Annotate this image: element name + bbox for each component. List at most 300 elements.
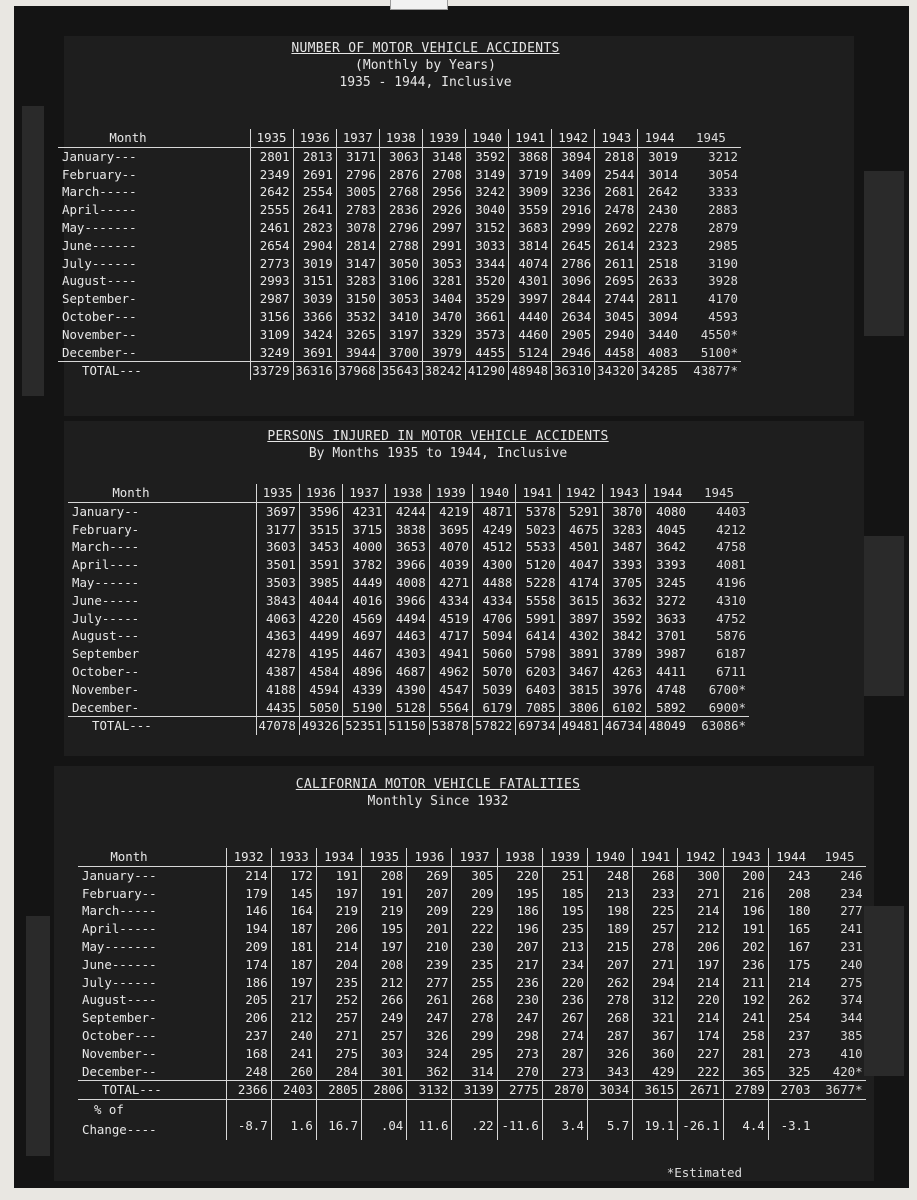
value-cell: 186 <box>497 902 542 920</box>
value-cell: 4195 <box>299 645 342 663</box>
value-cell: 5023 <box>516 521 559 539</box>
value-cell: 6403 <box>516 681 559 699</box>
value-cell: 257 <box>362 1027 407 1045</box>
table-row <box>68 592 749 610</box>
extra-value-cell: 3333 <box>708 184 738 200</box>
year-header: 1939 <box>429 484 472 502</box>
value-cell: 189 <box>588 920 633 938</box>
value-cell: 208 <box>768 885 813 903</box>
extra-value-cell: 2985 <box>708 237 738 253</box>
value-cell: 429 <box>633 1063 678 1081</box>
value-cell: 3242 <box>465 183 508 201</box>
extra-value-cell: 4752 <box>716 610 746 626</box>
value-cell: 187 <box>271 920 316 938</box>
value-cell: 360 <box>633 1045 678 1063</box>
spacer-cell <box>180 1063 226 1081</box>
table-subtitle: By Months 1935 to 1944, Inclusive <box>308 446 568 461</box>
value-cell: 5558 <box>516 592 559 610</box>
value-cell: 3050 <box>379 255 422 273</box>
spacer-cell <box>194 538 256 556</box>
table-row <box>68 556 749 574</box>
total-cell: 3034 <box>588 1081 633 1100</box>
spacer-cell <box>180 1081 226 1100</box>
value-cell: 229 <box>452 902 497 920</box>
value-cell: 248 <box>226 1063 271 1081</box>
value-cell: 284 <box>316 1063 361 1081</box>
value-cell: 269 <box>407 866 452 884</box>
table-row <box>78 1009 866 1027</box>
spacer-cell <box>194 521 256 539</box>
table-row <box>78 991 866 1009</box>
spacer-cell <box>194 663 256 681</box>
value-cell: 237 <box>226 1027 271 1045</box>
year-header: 1936 <box>293 129 336 147</box>
value-cell: 4494 <box>386 610 429 628</box>
value-cell: 2544 <box>595 166 638 184</box>
value-cell: 2788 <box>379 237 422 255</box>
month-label: October--- <box>62 308 137 324</box>
percent-change-cell: -26.1 <box>678 1100 723 1141</box>
paper-tab <box>864 171 904 336</box>
total-cell: 46734 <box>602 717 645 735</box>
month-label: May------- <box>82 938 157 954</box>
extra-value-cell: 246 <box>840 867 863 883</box>
value-cell: 273 <box>497 1045 542 1063</box>
value-cell: 2904 <box>293 237 336 255</box>
value-cell: 4070 <box>429 538 472 556</box>
value-cell: 145 <box>271 885 316 903</box>
value-cell: 278 <box>633 938 678 956</box>
value-cell: 3033 <box>465 237 508 255</box>
value-cell: 2461 <box>250 219 293 237</box>
percent-change-cell: 3.4 <box>542 1100 587 1141</box>
extra-value-cell: 241 <box>840 921 863 937</box>
value-cell: 236 <box>497 974 542 992</box>
value-cell: 2642 <box>250 183 293 201</box>
value-cell: 239 <box>407 956 452 974</box>
value-cell: 217 <box>497 956 542 974</box>
month-label: June----- <box>72 592 140 608</box>
value-cell: 301 <box>362 1063 407 1081</box>
value-cell: 3603 <box>256 538 299 556</box>
value-cell: 207 <box>497 938 542 956</box>
value-cell: 197 <box>678 956 723 974</box>
value-cell: 3019 <box>638 147 681 165</box>
spacer-cell <box>198 183 250 201</box>
value-cell: 181 <box>271 938 316 956</box>
total-cell: 36316 <box>293 362 336 380</box>
value-cell: 278 <box>452 1009 497 1027</box>
accidents-table <box>58 129 858 380</box>
month-label: March----- <box>62 184 137 200</box>
extra-total-cell: 3677* <box>813 1081 865 1100</box>
value-cell: 6203 <box>516 663 559 681</box>
value-cell: 2823 <box>293 219 336 237</box>
value-cell: 2430 <box>638 201 681 219</box>
value-cell: 213 <box>542 938 587 956</box>
value-cell: 2278 <box>638 219 681 237</box>
value-cell: 4962 <box>429 663 472 681</box>
value-cell: 174 <box>226 956 271 974</box>
spacer-cell <box>194 627 256 645</box>
value-cell: 4594 <box>299 681 342 699</box>
month-label: December-- <box>82 1063 157 1079</box>
value-cell: 3592 <box>602 610 645 628</box>
value-cell: 3966 <box>386 556 429 574</box>
value-cell: 4411 <box>646 663 689 681</box>
total-cell: 49326 <box>299 717 342 735</box>
value-cell: 186 <box>226 974 271 992</box>
value-cell: 3152 <box>465 219 508 237</box>
table-row <box>68 610 749 628</box>
value-cell: 214 <box>316 938 361 956</box>
value-cell: 4339 <box>343 681 386 699</box>
total-cell: 49481 <box>559 717 602 735</box>
value-cell: 2614 <box>595 237 638 255</box>
month-label: November-- <box>62 326 137 342</box>
spacer-cell <box>198 219 250 237</box>
value-cell: 5228 <box>516 574 559 592</box>
month-label: April----- <box>62 202 137 218</box>
month-label: November-- <box>82 1045 157 1061</box>
value-cell: 207 <box>407 885 452 903</box>
total-cell: 33729 <box>250 362 293 380</box>
value-cell: 2818 <box>595 147 638 165</box>
value-cell: 2695 <box>595 272 638 290</box>
value-cell: 3782 <box>343 556 386 574</box>
extra-value-cell: 4550* <box>700 326 738 342</box>
value-cell: 195 <box>362 920 407 938</box>
estimated-footnote: *Estimated <box>666 1165 742 1180</box>
value-cell: 3014 <box>638 166 681 184</box>
value-cell: 3843 <box>256 592 299 610</box>
year-header: 1936 <box>299 484 342 502</box>
table-subtitle: Monthly Since 1932 <box>367 794 509 809</box>
value-cell: 5291 <box>559 502 602 520</box>
value-cell: 312 <box>633 991 678 1009</box>
value-cell: 3150 <box>336 290 379 308</box>
value-cell: 3705 <box>602 574 645 592</box>
value-cell: 3078 <box>336 219 379 237</box>
extra-value-cell: 4310 <box>716 592 746 608</box>
year-header: 1932 <box>226 848 271 866</box>
month-column-header: Month <box>58 129 198 147</box>
value-cell: 3515 <box>299 521 342 539</box>
total-cell: 52351 <box>343 717 386 735</box>
extra-value-cell: 420* <box>832 1063 863 1079</box>
value-cell: 4455 <box>465 344 508 362</box>
fatalities-table <box>78 848 878 1140</box>
extra-value-cell: 6900* <box>708 699 746 715</box>
value-cell: 278 <box>588 991 633 1009</box>
total-label: TOTAL--- <box>58 362 198 380</box>
value-cell: 5120 <box>516 556 559 574</box>
extra-value-cell: 3212 <box>708 148 738 164</box>
total-label: TOTAL--- <box>68 717 194 735</box>
value-cell: 5798 <box>516 645 559 663</box>
value-cell: 219 <box>362 902 407 920</box>
value-cell: 220 <box>542 974 587 992</box>
table-row <box>68 627 749 645</box>
extra-value-cell: 374 <box>840 992 863 1008</box>
year-header: 1944 <box>646 484 689 502</box>
spacer-cell <box>194 717 256 735</box>
value-cell: 195 <box>542 902 587 920</box>
value-cell: 4300 <box>472 556 515 574</box>
total-cell: 35643 <box>379 362 422 380</box>
value-cell: 3470 <box>422 308 465 326</box>
value-cell: 287 <box>588 1027 633 1045</box>
value-cell: 2555 <box>250 201 293 219</box>
extra-value-cell: 6700* <box>708 681 746 697</box>
value-cell: 3151 <box>293 272 336 290</box>
extra-value-cell: 6711 <box>716 663 746 679</box>
extra-value-cell: 4170 <box>708 291 738 307</box>
extra-value-cell: 4196 <box>716 574 746 590</box>
year-header: 1941 <box>633 848 678 866</box>
value-cell: 2987 <box>250 290 293 308</box>
total-cell: 69734 <box>516 717 559 735</box>
value-cell: 5124 <box>509 344 552 362</box>
value-cell: 210 <box>407 938 452 956</box>
year-header: 1934 <box>316 848 361 866</box>
extra-value-cell: 5876 <box>716 628 746 644</box>
percent-change-cell: -11.6 <box>497 1100 542 1141</box>
value-cell: 2633 <box>638 272 681 290</box>
total-cell: 2789 <box>723 1081 768 1100</box>
value-cell: 3661 <box>465 308 508 326</box>
value-cell: 4748 <box>646 681 689 699</box>
value-cell: 4440 <box>509 308 552 326</box>
spacer-cell <box>194 592 256 610</box>
value-cell: 4301 <box>509 272 552 290</box>
value-cell: 234 <box>542 956 587 974</box>
value-cell: 2641 <box>293 201 336 219</box>
spacer-cell <box>180 902 226 920</box>
month-label: March----- <box>82 903 157 919</box>
value-cell: 4467 <box>343 645 386 663</box>
data-table <box>68 484 749 735</box>
value-cell: 3683 <box>509 219 552 237</box>
total-cell: 38242 <box>422 362 465 380</box>
value-cell: 3109 <box>250 326 293 344</box>
value-cell: 3573 <box>465 326 508 344</box>
extra-value-cell: 4403 <box>716 503 746 519</box>
value-cell: 324 <box>407 1045 452 1063</box>
total-cell: 2805 <box>316 1081 361 1100</box>
value-cell: 4569 <box>343 610 386 628</box>
value-cell: 222 <box>452 920 497 938</box>
value-cell: 2692 <box>595 219 638 237</box>
table-row <box>78 920 866 938</box>
value-cell: 3409 <box>552 166 595 184</box>
value-cell: 3393 <box>646 556 689 574</box>
value-cell: 249 <box>362 1009 407 1027</box>
extra-value-cell: 2879 <box>708 219 738 235</box>
value-cell: 3719 <box>509 166 552 184</box>
spacer-cell <box>180 848 226 866</box>
value-cell: 295 <box>452 1045 497 1063</box>
total-cell: 2775 <box>497 1081 542 1100</box>
value-cell: 2836 <box>379 201 422 219</box>
value-cell: 3053 <box>422 255 465 273</box>
value-cell: 2997 <box>422 219 465 237</box>
value-cell: 212 <box>271 1009 316 1027</box>
value-cell: 3642 <box>646 538 689 556</box>
value-cell: 197 <box>362 938 407 956</box>
value-cell: 326 <box>588 1045 633 1063</box>
value-cell: 214 <box>678 974 723 992</box>
data-table <box>78 848 866 1140</box>
value-cell: 196 <box>723 902 768 920</box>
month-label: June------ <box>62 237 137 253</box>
value-cell: 192 <box>723 991 768 1009</box>
value-cell: 215 <box>588 938 633 956</box>
year-header: 1944 <box>768 848 813 866</box>
total-cell: 47078 <box>256 717 299 735</box>
value-cell: 180 <box>768 902 813 920</box>
value-cell: 194 <box>226 920 271 938</box>
table-row <box>78 1063 866 1081</box>
table-row <box>68 538 749 556</box>
value-cell: 197 <box>271 974 316 992</box>
value-cell: 4083 <box>638 344 681 362</box>
extra-value-cell: 4758 <box>716 539 746 555</box>
value-cell: 2796 <box>336 166 379 184</box>
value-cell: 2946 <box>552 344 595 362</box>
value-cell: 2654 <box>250 237 293 255</box>
total-cell: 57822 <box>472 717 515 735</box>
value-cell: 208 <box>362 866 407 884</box>
value-cell: 3891 <box>559 645 602 663</box>
month-label: May------- <box>62 219 137 235</box>
value-cell: 4460 <box>509 326 552 344</box>
spacer-cell <box>180 920 226 938</box>
staple-clip <box>390 0 448 10</box>
table-row <box>68 645 749 663</box>
value-cell: 254 <box>768 1009 813 1027</box>
value-cell: 3966 <box>386 592 429 610</box>
total-cell: 2870 <box>542 1081 587 1100</box>
value-cell: 3715 <box>343 521 386 539</box>
extra-total-cell: 63086* <box>689 717 749 735</box>
table-title: PERSONS INJURED IN MOTOR VEHICLE ACCIDENTS <box>267 429 609 444</box>
year-header: 1944 <box>638 129 681 147</box>
value-cell: 3096 <box>552 272 595 290</box>
total-row <box>58 362 741 380</box>
value-cell: 3868 <box>509 147 552 165</box>
value-cell: 2768 <box>379 183 422 201</box>
extra-value-cell: 4081 <box>716 557 746 573</box>
value-cell: 3197 <box>379 326 422 344</box>
value-cell: 4303 <box>386 645 429 663</box>
value-cell: 4244 <box>386 502 429 520</box>
value-cell: 230 <box>452 938 497 956</box>
month-label: March---- <box>72 539 140 555</box>
month-label: November- <box>72 681 140 697</box>
total-cell: 3615 <box>633 1081 678 1100</box>
month-label: June------ <box>82 956 157 972</box>
spacer-cell <box>198 272 250 290</box>
table-row <box>58 290 741 308</box>
percent-change-cell: .22 <box>452 1100 497 1141</box>
value-cell: 206 <box>678 938 723 956</box>
value-cell: 209 <box>407 902 452 920</box>
value-cell: 3156 <box>250 308 293 326</box>
value-cell: 222 <box>678 1063 723 1081</box>
total-cell: 48948 <box>509 362 552 380</box>
total-cell: 34320 <box>595 362 638 380</box>
value-cell: 294 <box>633 974 678 992</box>
value-cell: 3249 <box>250 344 293 362</box>
value-cell: 268 <box>633 866 678 884</box>
value-cell: 4334 <box>429 592 472 610</box>
value-cell: 266 <box>362 991 407 1009</box>
value-cell: 165 <box>768 920 813 938</box>
value-cell: 3532 <box>336 308 379 326</box>
table-row <box>58 237 741 255</box>
month-label: October--- <box>82 1027 157 1043</box>
value-cell: 2681 <box>595 183 638 201</box>
percent-change-row <box>78 1100 866 1141</box>
month-label: July------ <box>82 974 157 990</box>
value-cell: 3979 <box>422 344 465 362</box>
percent-change-cell: -3.1 <box>768 1100 813 1141</box>
value-cell: 6179 <box>472 699 515 717</box>
value-cell: 2796 <box>379 219 422 237</box>
table-row <box>68 574 749 592</box>
table-row <box>58 166 741 184</box>
month-label: January--- <box>82 867 157 883</box>
value-cell: 3147 <box>336 255 379 273</box>
year-header: 1938 <box>386 484 429 502</box>
year-header: 1935 <box>362 848 407 866</box>
month-label: December-- <box>62 344 137 360</box>
value-cell: 2773 <box>250 255 293 273</box>
value-cell: 3695 <box>429 521 472 539</box>
value-cell: 168 <box>226 1045 271 1063</box>
total-cell: 48049 <box>646 717 689 735</box>
value-cell: 3697 <box>256 502 299 520</box>
table-row <box>58 147 741 165</box>
spacer-cell <box>194 502 256 520</box>
value-cell: 4449 <box>343 574 386 592</box>
value-cell: 2645 <box>552 237 595 255</box>
value-cell: 5564 <box>429 699 472 717</box>
year-header: 1937 <box>452 848 497 866</box>
value-cell: 4390 <box>386 681 429 699</box>
value-cell: 3272 <box>646 592 689 610</box>
value-cell: 236 <box>723 956 768 974</box>
value-cell: 271 <box>678 885 723 903</box>
table-title: NUMBER OF MOTOR VEHICLE ACCIDENTS <box>291 41 560 56</box>
value-cell: 225 <box>633 902 678 920</box>
year-header: 1935 <box>250 129 293 147</box>
total-cell: 34285 <box>638 362 681 380</box>
month-label: February-- <box>62 166 137 182</box>
value-cell: 5128 <box>386 699 429 717</box>
value-cell: 5991 <box>516 610 559 628</box>
month-column-header: Month <box>68 484 194 502</box>
value-cell: 3283 <box>602 521 645 539</box>
month-label: August--- <box>72 628 140 644</box>
value-cell: 4687 <box>386 663 429 681</box>
value-cell: 4896 <box>343 663 386 681</box>
value-cell: 2876 <box>379 166 422 184</box>
value-cell: 213 <box>588 885 633 903</box>
table-row <box>58 183 741 201</box>
value-cell: 2611 <box>595 255 638 273</box>
